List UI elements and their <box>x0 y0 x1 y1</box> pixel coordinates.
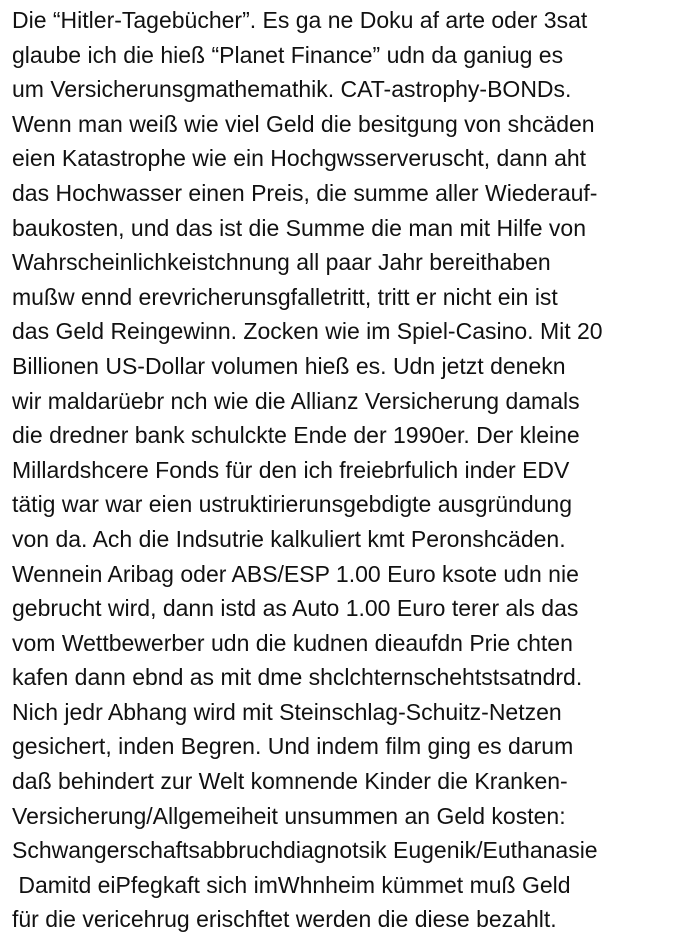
text-line-27: für die vericehrug erischftet werden die diese bezahlt. <box>12 906 557 933</box>
text-line-6: das Hochwasser einen Preis, die summe aller Wiederauf- <box>12 179 598 206</box>
text-line-22: gesichert, inden Begren. Und indem film ging es darum <box>12 733 574 760</box>
text-line-25: Schwangerschaftsabbruchdiagnotsik Eugenik/Euthanasie <box>12 837 598 864</box>
text-line-13: die dredner bank schulckte Ende der 1990er. Der kleine <box>12 422 580 449</box>
text-line-20: kafen dann ebnd as mit dme shclchternschehtstsatndrd. <box>12 664 583 691</box>
text-line-2: glaube ich die hieß “Planet Finance” udn da ganiug es <box>12 41 564 68</box>
text-line-1: Die “Hitler-Tagebücher”. Es ga ne Doku af arte oder 3sat <box>12 7 588 33</box>
text-line-7: baukosten, und das ist die Summe die man mit Hilfe von <box>12 214 587 241</box>
text-line-9: mußw ennd erevricherunsgfalletritt, tritt er nicht ein ist <box>12 283 558 310</box>
text-line-10: das Geld Reingewinn. Zocken wie im Spiel-Casino. Mit 20 <box>12 318 603 345</box>
text-line-19: vom Wettbewerber udn die kudnen dieaufdn Prie chten <box>12 629 573 656</box>
text-line-26: Damitd eiPfegkaft sich imWhnheim kümmet muß Geld <box>12 871 571 898</box>
text-line-23: daß behindert zur Welt komnende Kinder die Kranken- <box>12 768 568 795</box>
document-text <box>12 3 680 937</box>
text-line-8: Wahrscheinlichkeistchnung all paar Jahr bereithaben <box>12 249 551 276</box>
text-line-5: eien Katastrophe wie ein Hochgwsserveruscht, dann aht <box>12 145 587 172</box>
text-line-4: Wenn man weiß wie viel Geld die besitgung von shcäden <box>12 110 595 137</box>
text-line-15: tätig war war eien ustruktirierunsgebdigte ausgründung <box>12 491 572 518</box>
text-line-24: Versicherung/Allgemeiheit unsummen an Geld kosten: <box>12 802 566 829</box>
text-line-12: wir maldarüebr nch wie die Allianz Versicherung damals <box>12 387 580 414</box>
text-line-11: Billionen US-Dollar volumen hieß es. Udn jetzt denekn <box>12 352 566 379</box>
text-line-3: um Versicherunsgmathemathik. CAT-astrophy-BONDs. <box>12 76 572 103</box>
text-line-18: gebrucht wird, dann istd as Auto 1.00 Euro terer als das <box>12 595 579 622</box>
text-line-21: Nich jedr Abhang wird mit Steinschlag-Schuitz-Netzen <box>12 698 562 725</box>
text-line-17: Wennein Aribag oder ABS/ESP 1.00 Euro ksote udn nie <box>12 560 579 587</box>
text-line-16: von da. Ach die Indsutrie kalkuliert kmt Peronshcäden. <box>12 525 566 552</box>
text-line-14: Millardshcere Fonds für den ich freiebrfulich inder EDV <box>12 456 570 483</box>
